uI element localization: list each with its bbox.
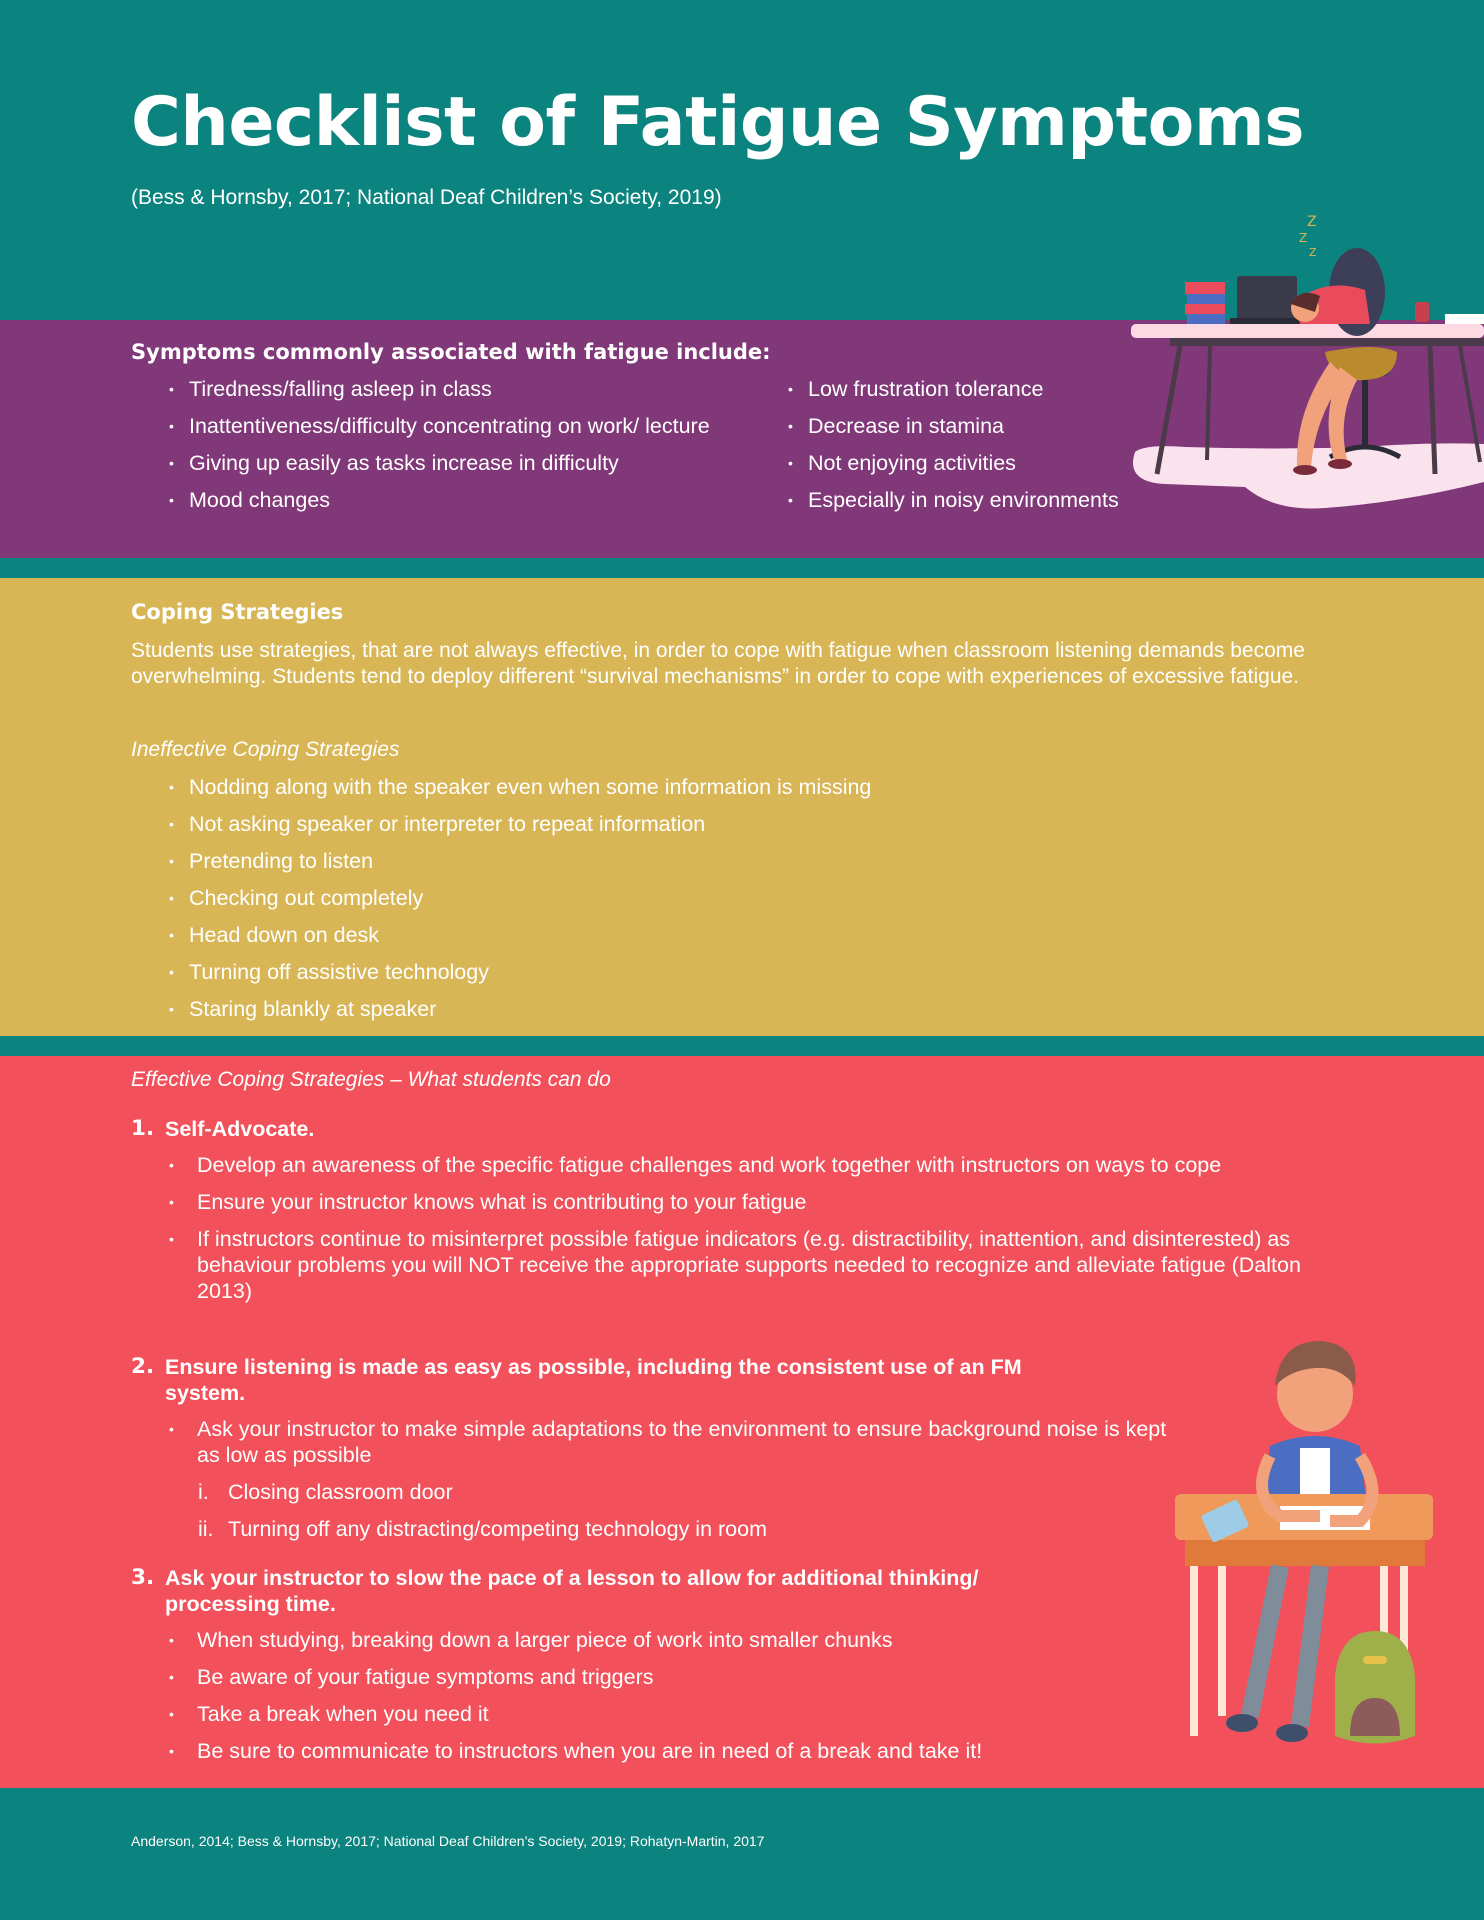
list-item: • Not enjoying activities — [788, 451, 1016, 475]
list-item: • Mood changes — [169, 488, 331, 512]
ineffective-list — [131, 774, 1331, 1033]
bullet-icon: • — [169, 418, 174, 434]
svg-text:Z: Z — [1299, 231, 1308, 245]
coping-section — [0, 578, 1484, 1036]
strategy-title: Ask your instructor to slow the pace of a lesson to allow for additional thinking/ processing time. — [165, 1566, 979, 1616]
strategy-bullets — [131, 1416, 1191, 1468]
list-item: • Be sure to communicate to instructors when you are in need of a break and take it! — [169, 1739, 983, 1763]
coping-heading: Coping Strategies — [131, 600, 344, 624]
list-item: • Inattentiveness/difficulty concentrating on work/ lecture — [169, 414, 710, 438]
footer-band — [0, 1788, 1484, 1920]
bullet-icon: • — [169, 1001, 174, 1017]
list-item: • Low frustration tolerance — [788, 377, 1044, 401]
bullet-icon: • — [169, 1157, 174, 1173]
strategy-number: 3. — [131, 1565, 155, 1590]
bullet-icon: • — [169, 964, 174, 980]
list-item: • Ensure your instructor knows what is contributing to your fatigue — [169, 1190, 807, 1214]
list-item: • Giving up easily as tasks increase in difficulty — [169, 451, 619, 475]
list-item: • Turning off assistive technology — [169, 960, 489, 984]
strategy-title: Self-Advocate. — [165, 1117, 315, 1141]
bullet-icon: • — [169, 1194, 174, 1210]
bullet-icon: • — [169, 1669, 174, 1685]
bullet-icon: • — [169, 455, 174, 471]
list-item: ii. Turning off any distracting/competing technology in room — [198, 1517, 767, 1541]
effective-section — [0, 1056, 1484, 1788]
list-item: • If instructors continue to misinterpret possible fatigue indicators (e.g. distractibility, inattention, and disinterested) as behaviour problems you will NOT receive the appropriate supports needed to recognize and alleviate fatigue (Dalton 2013) — [169, 1227, 1301, 1303]
list-item: • Not asking speaker or interpreter to repeat information — [169, 812, 706, 836]
bullet-icon: • — [169, 1743, 174, 1759]
list-item: • Ask your instructor to make simple adaptations to the environment to ensure background noise is kept as low as possible — [169, 1417, 1167, 1467]
bullet-icon: • — [169, 1632, 174, 1648]
bullet-icon: • — [169, 890, 174, 906]
bullet-icon: • — [788, 381, 793, 397]
bullet-icon: • — [169, 1706, 174, 1722]
effective-heading: Effective Coping Strategies – What students can do — [131, 1068, 611, 1091]
svg-text:Z: Z — [1309, 246, 1317, 259]
list-item: • Checking out completely — [169, 886, 424, 910]
page-subtitle: (Bess & Hornsby, 2017; National Deaf Children’s Society, 2019) — [131, 186, 722, 209]
strategy-bullets — [131, 1152, 1361, 1304]
studying-student-icon — [1170, 1326, 1440, 1786]
list-item: • Be aware of your fatigue symptoms and triggers — [169, 1665, 654, 1689]
page-title: Checklist of Fatigue Symptoms — [131, 83, 1305, 162]
list-item: • Staring blankly at speaker — [169, 997, 437, 1021]
list-item: • Decrease in stamina — [788, 414, 1004, 438]
list-item: i. Closing classroom door — [198, 1480, 453, 1504]
list-item: • Take a break when you need it — [169, 1702, 489, 1726]
svg-text:Z: Z — [1307, 214, 1317, 230]
strategy-bullets — [131, 1627, 1191, 1764]
bullet-icon: • — [788, 455, 793, 471]
list-item: • Head down on desk — [169, 923, 380, 947]
bullet-icon: • — [169, 853, 174, 869]
symptoms-list-left — [131, 376, 771, 524]
list-item: • Pretending to listen — [169, 849, 374, 873]
strategy-subitems — [131, 1479, 1191, 1542]
bullet-icon: • — [169, 1421, 174, 1437]
coping-intro: Students use strategies, that are not always effective, in order to cope with fatigue when classroom listening demands become overwhelming. Students tend to deploy different “survival mechanisms” in order to cope with experiences of excessive fatigue. — [131, 639, 1305, 688]
bullet-icon: • — [169, 492, 174, 508]
bullet-icon: • — [169, 816, 174, 832]
strategy-number: 1. — [131, 1116, 155, 1141]
bullet-icon: • — [169, 1231, 174, 1247]
bullet-icon: • — [169, 927, 174, 943]
strategy-number: 2. — [131, 1354, 155, 1379]
bullet-icon: • — [788, 492, 793, 508]
footer-references: Anderson, 2014; Bess & Hornsby, 2017; National Deaf Children’s Society, 2019; Rohatyn-Martin, 2017 — [131, 1833, 765, 1849]
strategy-title: Ensure listening is made as easy as possible, including the consistent use of an FM system. — [165, 1355, 1022, 1405]
bullet-icon: • — [169, 381, 174, 397]
list-item: • Develop an awareness of the specific fatigue challenges and work together with instructors on ways to cope — [169, 1153, 1222, 1177]
sleeping-student-icon — [1125, 212, 1484, 522]
list-item: • Tiredness/falling asleep in class — [169, 377, 492, 401]
list-item: • When studying, breaking down a larger piece of work into smaller chunks — [169, 1628, 893, 1652]
list-item: • Especially in noisy environments — [788, 488, 1119, 512]
symptoms-heading: Symptoms commonly associated with fatigue include: — [131, 340, 771, 364]
bullet-icon: • — [169, 779, 174, 795]
bullet-icon: • — [788, 418, 793, 434]
ineffective-heading: Ineffective Coping Strategies — [131, 738, 400, 761]
list-item: • Nodding along with the speaker even when some information is missing — [169, 775, 872, 799]
